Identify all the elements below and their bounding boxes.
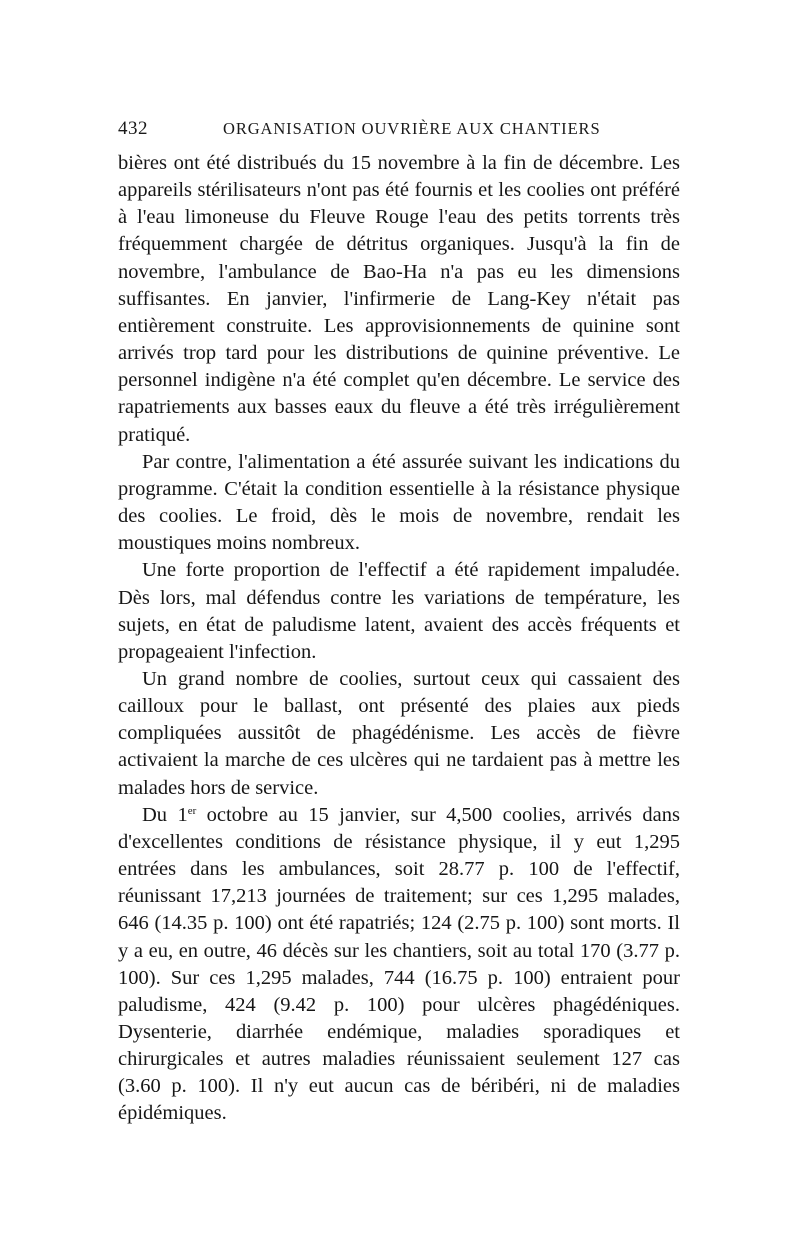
paragraph-alimentation: Par contre, l'alimentation a été assurée suivant les indications du programme. C'était la condition essentielle à la résistance physique des coolies. Le froid, dès le mois de novembre, rendait les moustiques moins nombreux. bbox=[118, 450, 680, 555]
statistiques-start: Du 1 bbox=[142, 803, 188, 826]
paragraph-ulceres: Un grand nombre de coolies, surtout ceux qui cassaient des cailloux pour le ballast, ont présenté des plaies aux pieds compliquées aussitôt de phagédénisme. Les accès de fièvre activaient la marche de ces ulcères qui ne tardaient pas à mettre les malades hors de service. bbox=[118, 667, 680, 799]
page-number: 432 bbox=[118, 118, 148, 139]
body-text bbox=[118, 150, 680, 1128]
paragraph-impaludation: Une forte proportion de l'effectif a été rapidement impaludée. Dès lors, mal défendus contre les variations de température, les sujets, en état de paludisme latent, avaient des accès fréquents et propageaient l'infection. bbox=[118, 559, 680, 663]
paragraph-continued: bières ont été distribués du 15 novembre à la fin de décembre. Les appareils stérilisateurs n'ont pas été fournis et les coolies ont préféré à l'eau limoneuse du Fleuve Rouge l'eau des petits torrents très fréquemment chargée de détritus organiques. Jusqu'à la fin de novembre, l'ambulance de Bao-Ha n'a pas eu les dimensions suffisantes. En janvier, l'infirmerie de Lang-Key n'était pas entièrement construite. Les approvisionnements de quinine sont arrivés trop tard pour les distributions de quinine préventive. Le personnel indigène n'a été complet qu'en décembre. Le service des rapatriements aux basses eaux du fleuve a été très irrégulièrement pratiqué. bbox=[118, 152, 680, 446]
paragraph-statistiques bbox=[118, 802, 680, 1128]
page-header bbox=[118, 118, 680, 144]
running-title: ORGANISATION OUVRIÈRE AUX CHANTIERS bbox=[223, 119, 601, 138]
statistiques-rest: octobre au 15 janvier, sur 4,500 coolies, arrivés dans d'excellentes conditions de résistance physique, il y eut 1,295 entrées dans les ambulances, soit 28.77 p. 100 de l'effectif, réunissant 17,213 journées de traitement; sur ces 1,295 malades, 646 (14.35 p. 100) ont été rapatriés; 124 (2.75 p. 100) sont morts. Il y a eu, en outre, 46 décès sur les chantiers, soit au total 170 (3.77 p. 100). Sur ces 1,295 malades, 744 (16.75 p. 100) entraient pour paludisme, 424 (9.42 p. 100) pour ulcères phagédéniques. Dysenterie, diarrhée endémique, maladies sporadiques et chirurgicales et autres maladies réunissaient seulement 127 cas (3.60 p. 100). Il n'y eut aucun cas de béribéri, ni de maladies épidémiques. bbox=[118, 803, 680, 1125]
ordinal-superscript: er bbox=[187, 804, 197, 817]
